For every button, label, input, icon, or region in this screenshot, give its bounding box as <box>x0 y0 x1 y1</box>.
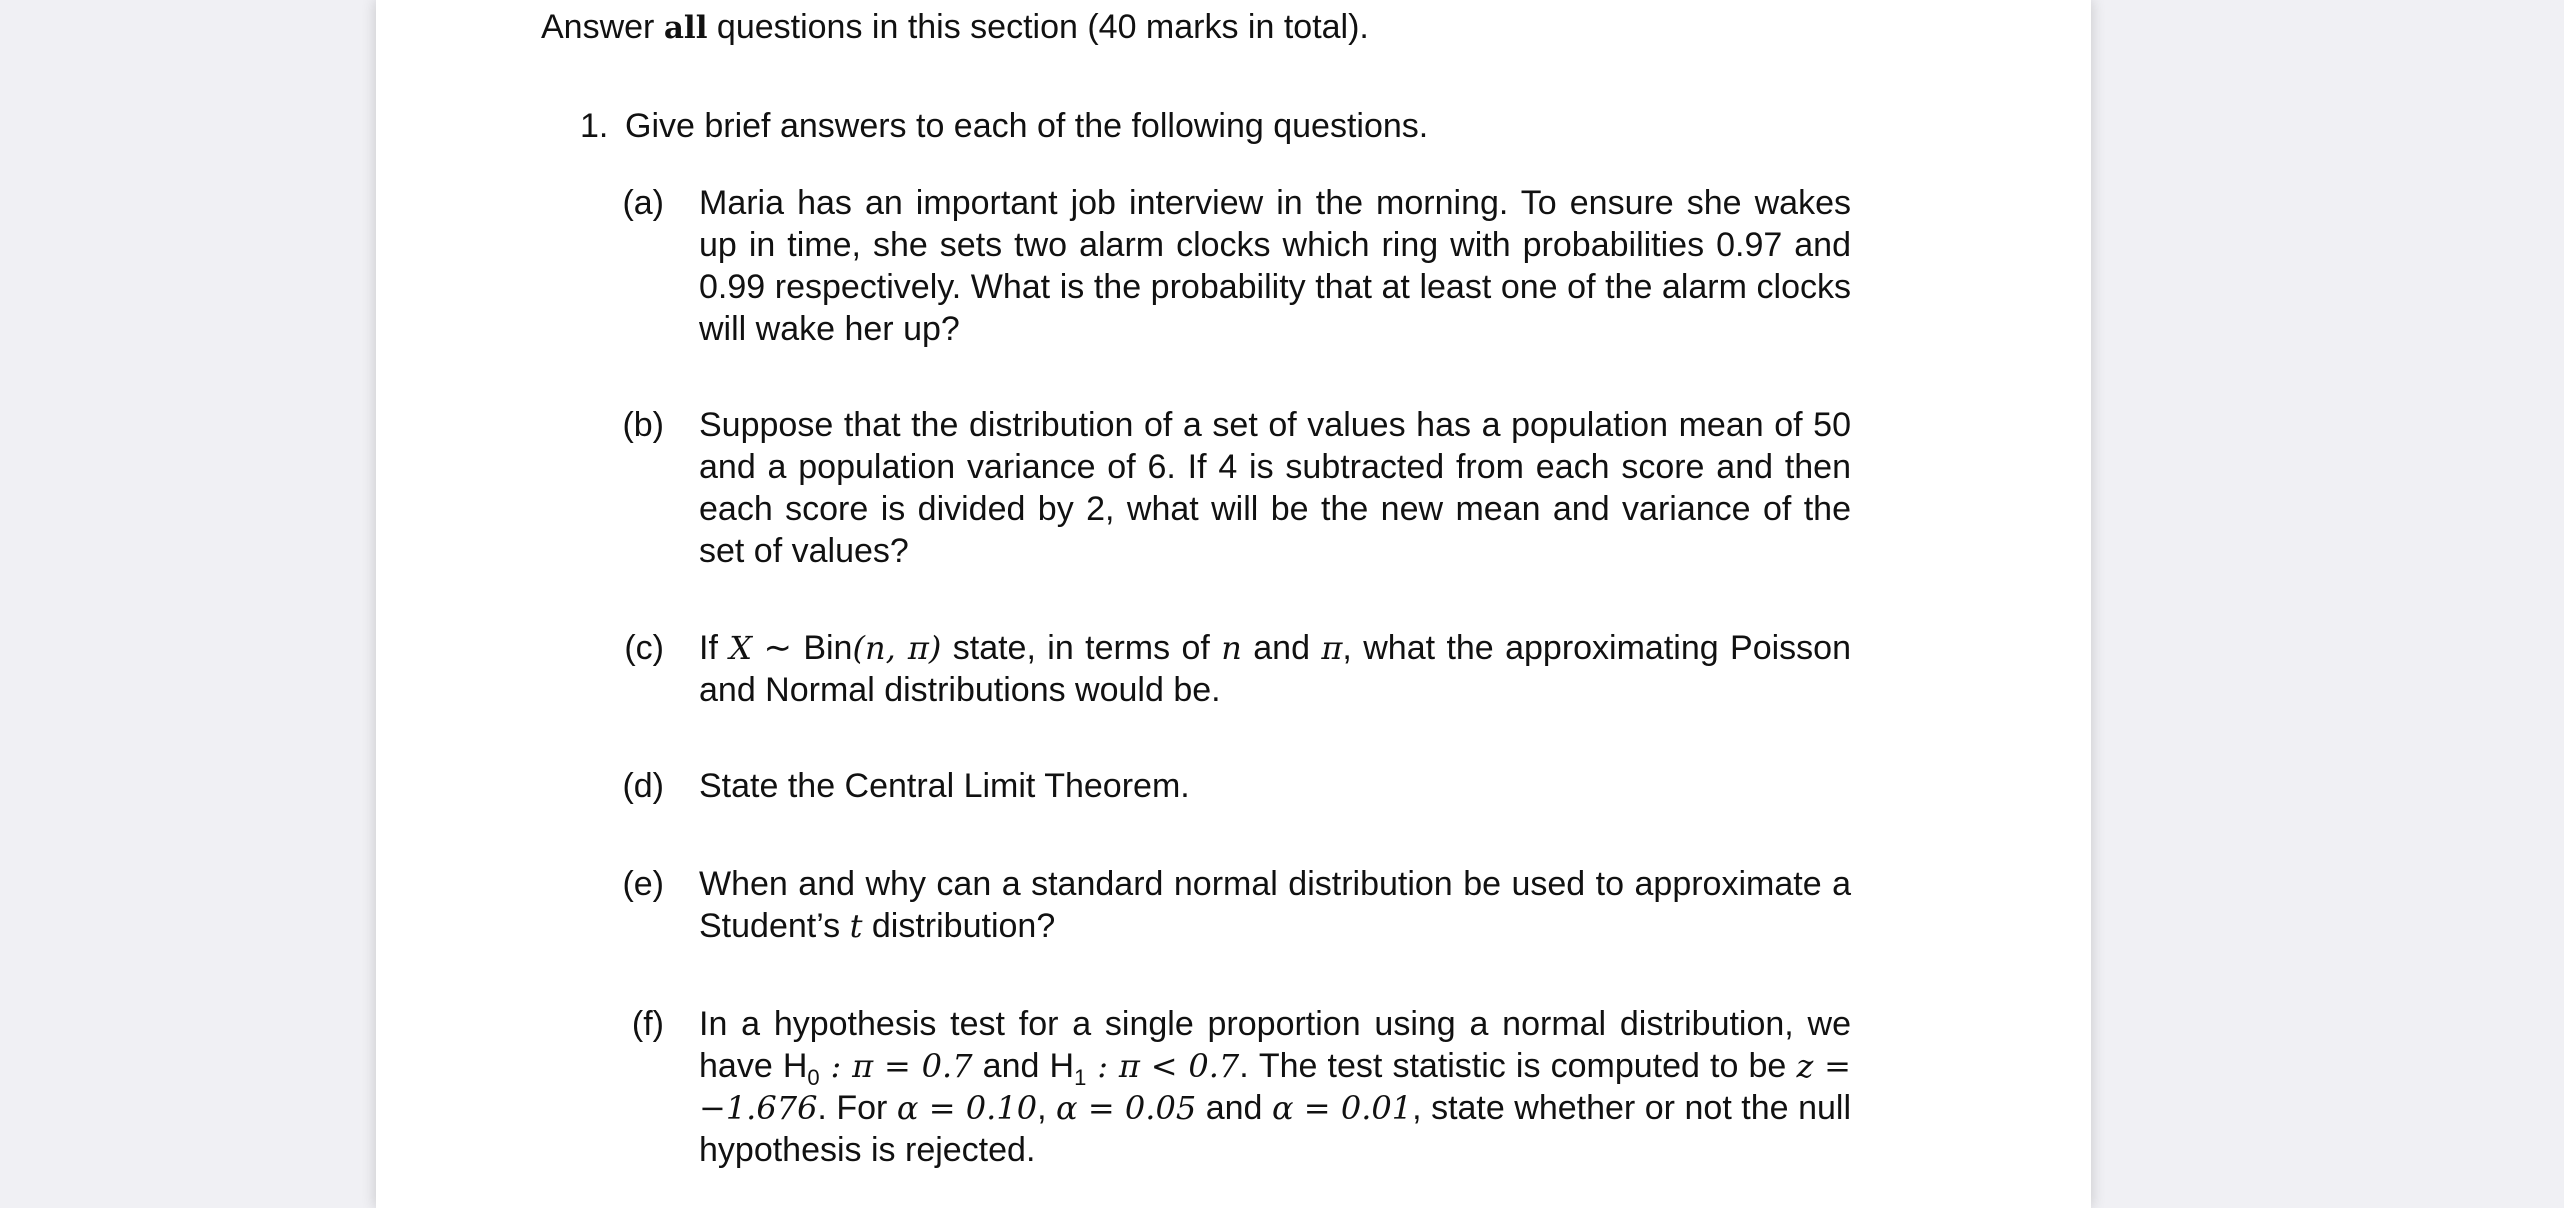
part-a-label: (a) <box>622 184 664 222</box>
math-x: X <box>729 629 753 667</box>
math-params: (n, π) <box>852 629 942 667</box>
part-e-seg: When and why can a standard normal distribution be used to approximate a Student’s <box>699 865 1851 945</box>
instruction-after: questions in this section (40 marks in total). <box>707 8 1369 46</box>
part-f-seg: . For <box>817 1089 897 1127</box>
part-a-text: Maria has an important job interview in the morning. To ensure she wakes up in time, she sets two alarm clocks which ring with probabilities 0.97 and 0.99 respectively. What is the probability that at least one of the alarm clocks will wake her up? <box>699 184 1851 348</box>
math-alpha-001: α = 0.01 <box>1271 1089 1413 1127</box>
part-d-text: State the Central Limit Theorem. <box>699 767 1190 805</box>
page-content <box>541 6 1852 1169</box>
math-t: t <box>849 907 863 945</box>
math-alpha-005: α = 0.05 <box>1056 1089 1197 1127</box>
question-number: 1. <box>580 107 609 145</box>
math-h1: : π < 0.7 <box>1086 1047 1240 1085</box>
subscript-0: 0 <box>807 1064 820 1090</box>
instruction-before: Answer <box>541 8 664 46</box>
part-e-label: (e) <box>622 865 664 903</box>
part-c-seg: and <box>1241 629 1322 667</box>
part-c-seg: , what the approximating Poisson and Normal distributions would be. <box>699 629 1851 709</box>
part-f-seg: , <box>1037 1089 1057 1127</box>
part-d-label: (d) <box>622 767 664 805</box>
question-text: Give brief answers to each of the following questions. <box>625 107 1429 145</box>
part-f-seg: , state whether or not the null hypothesis is rejected. <box>699 1089 1852 1169</box>
part-f-label: (f) <box>631 1005 664 1043</box>
part-b-label: (b) <box>622 406 664 444</box>
part-e-seg: distribution? <box>862 907 1056 945</box>
math-z: z = −1.676 <box>699 1047 1851 1127</box>
math-h0: : π = 0.7 <box>819 1047 973 1085</box>
section-instruction <box>541 6 1851 49</box>
math-n: n <box>1221 629 1242 667</box>
part-f-text <box>699 1003 1851 1171</box>
part-c-seg: ∼ Bin <box>752 629 853 667</box>
subscript-1: 1 <box>1074 1064 1087 1090</box>
exam-page <box>376 0 2091 1208</box>
part-c-label: (c) <box>624 629 664 667</box>
part-c-seg: state, in terms of <box>941 629 1222 667</box>
math-pi: π <box>1321 629 1343 667</box>
part-f-seg: In a hypothesis test for a single proportion using a normal distribution, we have H <box>699 1005 1851 1085</box>
instruction-bold: all <box>663 10 708 46</box>
math-alpha-010: α = 0.10 <box>896 1089 1038 1127</box>
part-f-seg: and <box>1196 1089 1272 1127</box>
part-f-seg: and H <box>972 1047 1075 1085</box>
part-b-text: Suppose that the distribution of a set of values has a population mean of 50 and a population variance of 6. If 4 is subtracted from each score and then each score is divided by 2, what will be the new mean and variance of the set of values? <box>699 406 1851 570</box>
part-e-text <box>699 863 1851 947</box>
part-f-seg: . The test statistic is computed to be <box>1239 1047 1797 1085</box>
part-c-seg: If <box>699 629 730 667</box>
part-c-text <box>699 627 1851 711</box>
